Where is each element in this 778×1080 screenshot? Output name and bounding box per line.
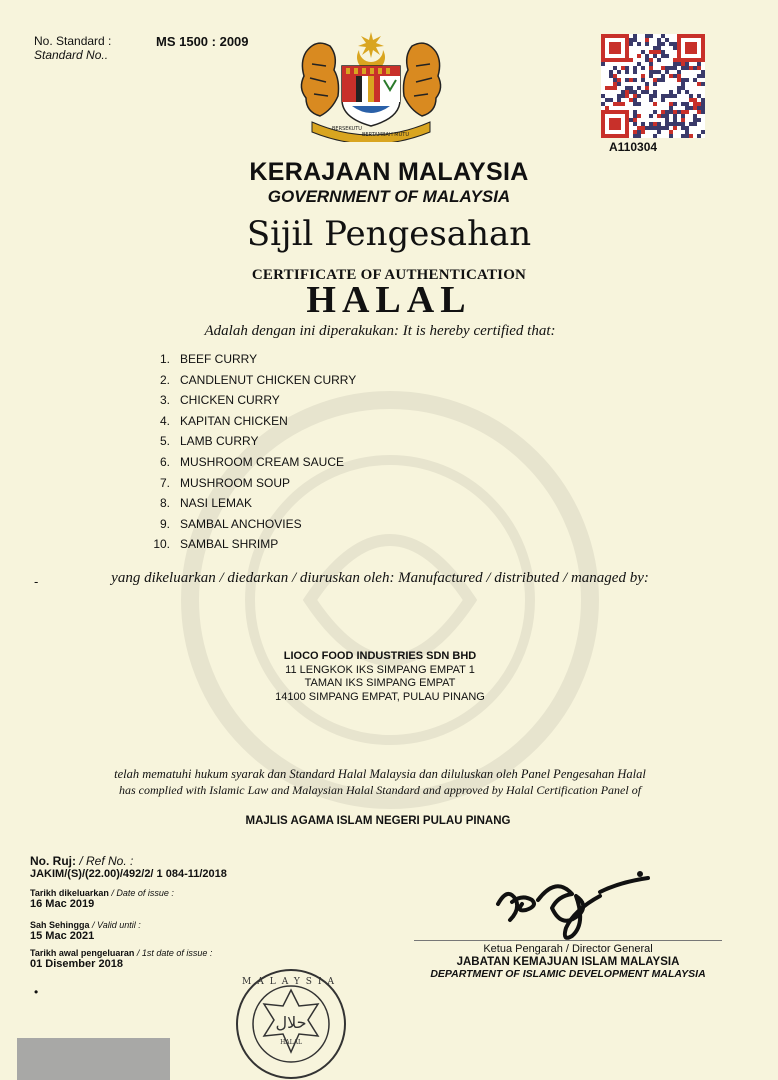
list-item: 8. NASI LEMAK xyxy=(159,496,253,511)
svg-text:MALAYSIA: MALAYSIA xyxy=(242,977,340,987)
company-block xyxy=(0,650,760,704)
list-item: 9. SAMBAL ANCHOVIES xyxy=(159,516,302,531)
svg-text:BERTAMBAH MUTU: BERTAMBAH MUTU xyxy=(362,132,409,138)
list-item: 7. MUSHROOM SOUP xyxy=(159,475,291,490)
list-item: 3. CHICKEN CURRY xyxy=(159,393,280,408)
redacted-block xyxy=(17,1038,170,1080)
company-address-line: 11 LENGKOK IKS SIMPANG EMPAT 1 xyxy=(285,663,475,676)
list-item: 6. MUSHROOM CREAM SAUCE xyxy=(159,454,345,469)
certificate-subtitle: CERTIFICATE OF AUTHENTICATION xyxy=(251,267,527,283)
svg-text:حلال: حلال xyxy=(275,1013,307,1032)
company-address-line: 14100 SIMPANG EMPAT, PULAU PINANG xyxy=(275,690,485,703)
list-item: 1. BEEF CURRY xyxy=(159,352,258,366)
company-name: LIOCO FOOD INDUSTRIES SDN BHD xyxy=(283,650,477,662)
reference-block xyxy=(30,854,227,980)
valid-until-label: Sah Sehingga / Valid until : xyxy=(30,920,141,930)
valid-until-value: 15 Mac 2021 xyxy=(30,930,95,942)
list-item: 5. LAMB CURRY xyxy=(159,434,259,449)
first-issue-label: Tarikh awal pengeluaran / 1st date of issue : xyxy=(30,948,213,958)
department-en: DEPARTMENT OF ISLAMIC DEVELOPMENT MALAYSIA xyxy=(430,968,706,980)
ref-value: JAKIM/(S)/(22.00)/492/2/ 1 084-11/2018 xyxy=(30,868,227,880)
council-name: MAJLIS AGAMA ISLAM NEGERI PULAU PINANG xyxy=(245,815,511,827)
list-item: 2. CANDLENUT CHICKEN CURRY xyxy=(159,372,357,387)
signatory-title: Ketua Pengarah / Director General xyxy=(483,943,653,955)
list-item: 4. KAPITAN CHICKEN xyxy=(159,413,288,428)
serial-number: A110304 xyxy=(609,140,658,154)
department-ms: JABATAN KEMAJUAN ISLAM MALAYSIA xyxy=(456,955,680,968)
standard-label: No. Standard : Standard No.. xyxy=(34,34,112,62)
certify-statement: Adalah dengan ini diperakukan: It is hereby certified that: xyxy=(204,323,556,339)
product-list xyxy=(140,352,356,558)
list-item: 10. SAMBAL SHRIMP xyxy=(153,537,279,552)
dash-mark: - xyxy=(34,574,39,589)
signature-image xyxy=(490,862,660,942)
compliance-statement-ms: telah mematuhi hukum syarak dan Standard Halal Malaysia dan diluluskan oleh Panel Pengesahan Halal xyxy=(114,767,646,781)
dot-mark: • xyxy=(34,985,39,999)
coat-of-arms-icon xyxy=(296,30,446,142)
signatory-block xyxy=(414,943,722,981)
government-title-ms: KERAJAAN MALAYSIA xyxy=(249,158,529,186)
first-issue-value: 01 Disember 2018 xyxy=(30,958,123,970)
issue-date-label: Tarikh dikeluarkan / Date of issue : xyxy=(30,888,174,898)
manufactured-statement: yang dikeluarkan / diedarkan / diuruskan oleh: Manufactured / distributed / managed by: xyxy=(111,570,649,586)
halal-title: HALAL xyxy=(306,279,472,321)
svg-text:HALAL: HALAL xyxy=(280,1039,302,1046)
sijil-title: Sijil Pengesahan xyxy=(246,214,532,254)
qr-code-icon xyxy=(601,34,705,138)
compliance-statement-en: has complied with Islamic Law and Malaysian Halal Standard and approved by Halal Certification Panel of xyxy=(118,783,642,797)
standard-value: MS 1500 : 2009 xyxy=(156,34,249,49)
signature-line xyxy=(414,940,722,941)
svg-text:BERSEKUTU: BERSEKUTU xyxy=(332,126,362,132)
ref-label: No. Ruj: / Ref No. : xyxy=(30,854,134,868)
government-title-en: GOVERNMENT OF MALAYSIA xyxy=(267,187,511,206)
issue-date-value: 16 Mac 2019 xyxy=(30,898,95,910)
company-address-line: TAMAN IKS SIMPANG EMPAT xyxy=(304,677,456,689)
halal-seal-icon xyxy=(232,964,350,1080)
